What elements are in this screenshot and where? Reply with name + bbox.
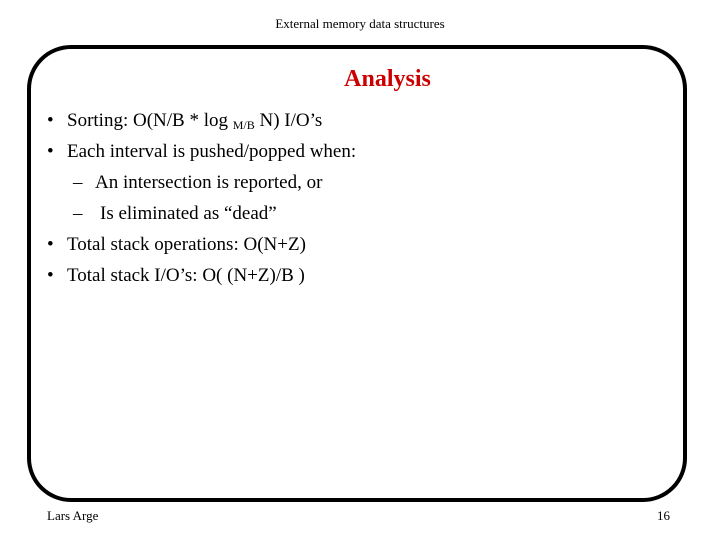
bullet-text: Total stack operations: O(N+Z) (67, 234, 306, 255)
subbullet-marker: – (73, 172, 83, 193)
bullet-text-post: N) I/O’s (254, 110, 323, 131)
bullet-text (67, 109, 322, 137)
bullet-marker: • (47, 234, 54, 255)
footer-page-number: 16 (657, 508, 670, 523)
subbullet-text: An intersection is reported, or (95, 172, 323, 193)
subbullet-text: Is eliminated as “dead” (100, 203, 277, 224)
bullet-text-pre: Sorting: O(N/B * log (67, 110, 233, 131)
bullet-text: Each interval is pushed/popped when: (67, 141, 357, 162)
bullet-marker: • (47, 141, 54, 162)
slide-heading: Analysis (344, 66, 431, 92)
bullet-text-subscript: M/B (232, 118, 255, 132)
bullet-text: Total stack I/O’s: O( (N+Z)/B ) (67, 265, 305, 286)
footer-author: Lars Arge (47, 508, 99, 523)
subbullet-marker: – (73, 203, 83, 224)
bullet-marker: • (47, 265, 54, 286)
bullet-marker: • (47, 110, 54, 131)
header-title: External memory data structures (275, 16, 445, 31)
